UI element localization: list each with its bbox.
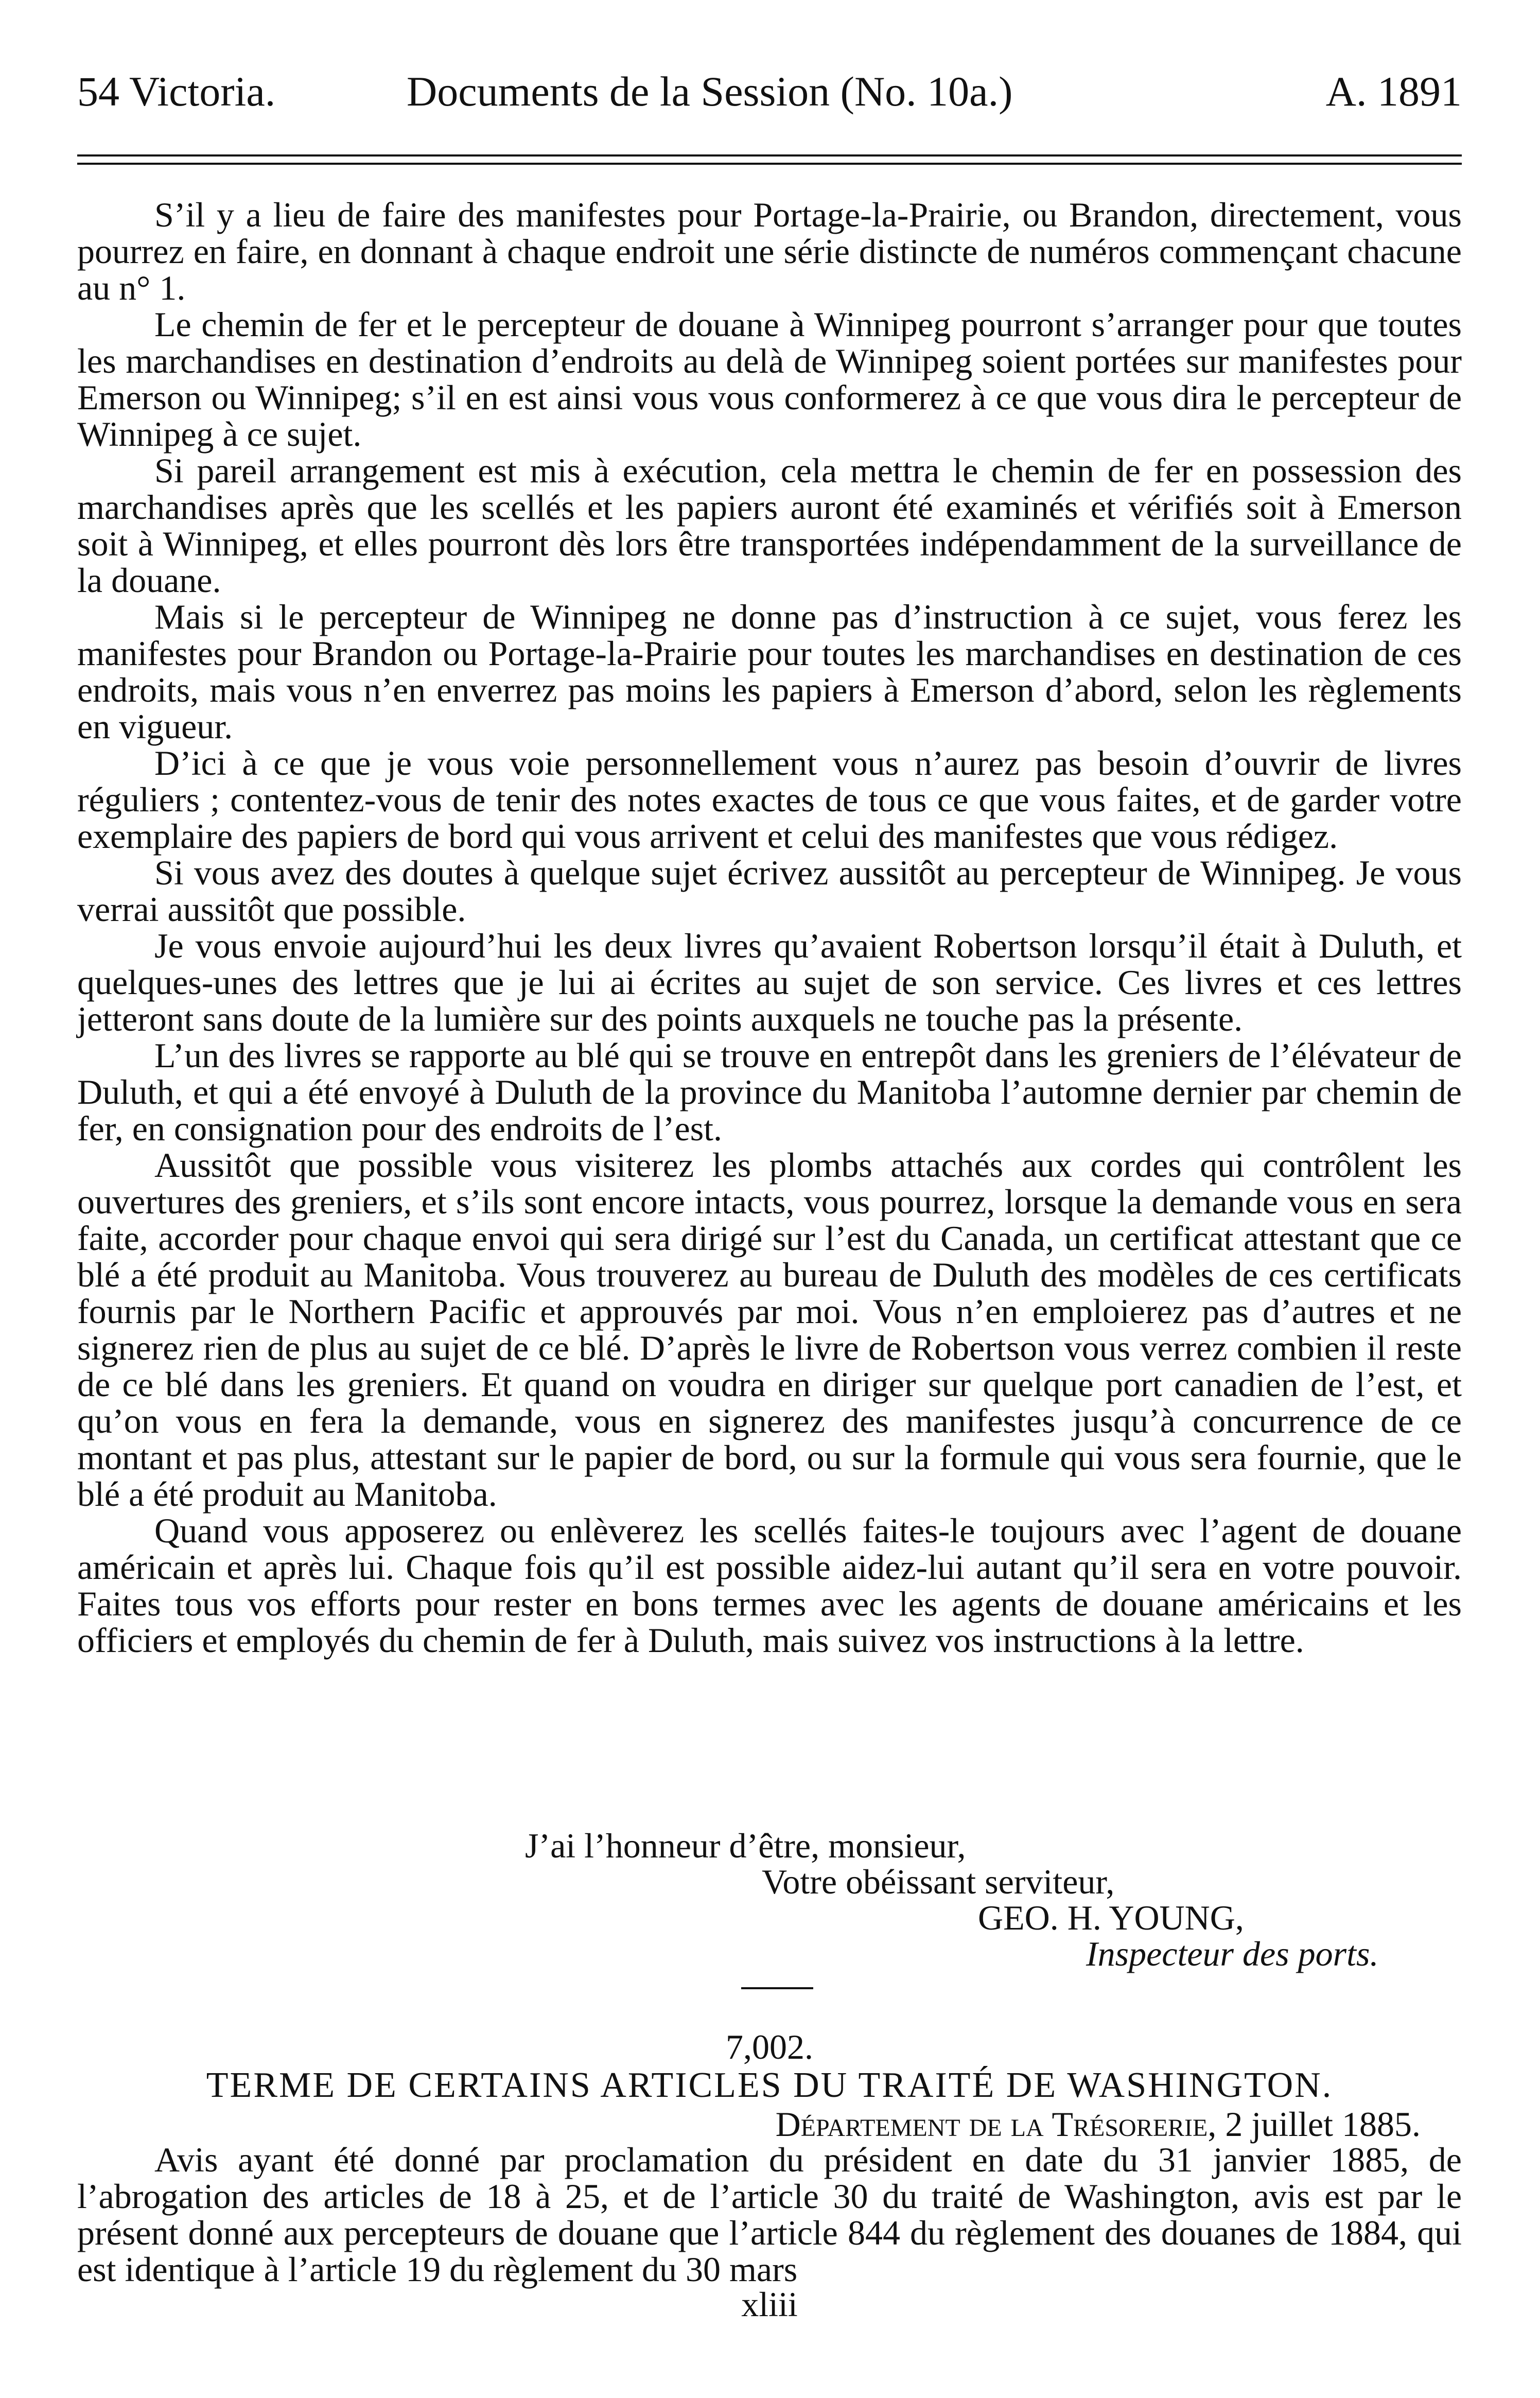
paragraph: Si vous avez des doutes à quelque sujet écrivez aussitôt au percepteur de Winnipeg. Je vous verrai aussitôt que possible. (77, 853, 1462, 929)
document-number: 7,002. (726, 2027, 813, 2066)
header-center: Documents de la Session (No. 10a.) (407, 68, 1013, 115)
paragraph: S’il y a lieu de faire des manifestes pour Portage-la-Prairie, ou Brandon, directement, vous pourrez en faire, en donnant à chaque endroit une série distincte de numéros commençant chacune au n° 1. (77, 195, 1462, 307)
signature-name: GEO. H. YOUNG, (978, 1898, 1244, 1937)
department-dateline (776, 2106, 1421, 2143)
signature-title: Inspecteur des ports. (1086, 1934, 1379, 1973)
paragraph: L’un des livres se rapporte au blé qui se trouve en entrepôt dans les greniers de l’élévateur de Duluth, et qui a été envoyé à Duluth de la province du Manitoba l’automne dernier par chemin de fer, en consignation pour des endroits de l’est. (77, 1036, 1462, 1148)
running-header (77, 61, 1462, 123)
header-double-rule (77, 154, 1462, 165)
page-folio: xliii (741, 2285, 798, 2324)
paragraph: Mais si le percepteur de Winnipeg ne donne pas d’instruction à ce sujet, vous ferez les manifestes pour Brandon ou Portage-la-Prairie pour toutes les marchandises en destination de ces endroits, mais vous n’en enverrez pas moins les papiers à Emerson d’abord, selon les règlements en vigueur. (77, 597, 1462, 746)
paragraph: D’ici à ce que je vous voie personnellement vous n’aurez pas besoin d’ouvrir de livres réguliers ; contentez-vous de tenir des notes exactes de tous ce que vous faites, et de garder votre exemplaire des papiers de bord qui vous arrivent et celui des manifestes que vous rédigez. (77, 743, 1462, 856)
letter-body (77, 197, 1462, 1659)
closing-salutation: J’ai l’honneur d’être, monsieur, (525, 1826, 966, 1865)
paragraph: Je vous envoie aujourd’hui les deux livres qu’avaient Robertson lorsqu’il était à Duluth, et quelques-unes des lettres que je lui ai écrites au sujet de son service. Ces livres et ces lettres jetteront sans doute de la lumière sur des points auxquels ne touche pas la présente. (77, 926, 1462, 1038)
paragraph: Le chemin de fer et le percepteur de douane à Winnipeg pourront s’arranger pour que toutes les marchandises en destination d’endroits au delà de Winnipeg soient portées sur manifestes pour Emerson ou Winnipeg; s’il en est ainsi vous vous conformerez à ce que vous dira le percepteur de Winnipeg à ce sujet. (77, 305, 1462, 454)
header-left: 54 Victoria. (77, 68, 276, 115)
paragraph: Si pareil arrangement est mis à exécution, cela mettra le chemin de fer en possession des marchandises après que les scellés et les papiers auront été examinés et vérifiés soit à Emerson soit à Winnipeg, et elles pourront dès lors être transportées indépendamment de la surveillance de la douane. (77, 451, 1462, 600)
paragraph: Avis ayant été donné par proclamation du président en date du 31 janvier 1885, de l’abrogation des articles de 18 à 25, et de l’article 30 du traité de Washington, avis est par le présent donné aux percepteurs de douane que l’article 844 du règlement des douanes de 1884, qui est identique à l’article 19 du règlement du 30 mars (77, 2140, 1462, 2289)
document-title: TERME DE CERTAINS ARTICLES DU TRAITÉ DE WASHINGTON. (206, 2065, 1333, 2105)
paragraph: Quand vous apposerez ou enlèverez les scellés faites-le toujours avec l’agent de douane américain et après lui. Chaque fois qu’il est possible aidez-lui autant qu’il sera en votre pouvoir. Faites tous vos efforts pour rester en bons termes avec les agents de douane américains et les officiers et employés du chemin de fer à Duluth, mais suivez vos instructions à la lettre. (77, 1511, 1462, 1660)
paragraph: Aussitôt que possible vous visiterez les plombs attachés aux cordes qui contrôlent les ouvertures des greniers, et s’ils sont encore intacts, vous pourrez, lorsque la demande vous en sera faite, accorder pour chaque envoi qui sera dirigé sur l’est du Canada, un certificat attestant que ce blé a été produit au Manitoba. Vous trouverez au bureau de Duluth des modèles de ces certificats fournis par le Northern Pacific et approuvés par moi. Vous n’en emploierez pas d’autres et ne signerez rien de plus au sujet de ce blé. D’après le livre de Robertson vous verrez combien il reste de ce blé dans les greniers. Et quand on voudra en diriger sur quelque port canadien de l’est, et qu’on vous en fera la demande, vous en signerez des manifestes jusqu’à concurrence de ce montant et pas plus, attestant sur le papier de bord, ou sur la formule qui vous sera fournie, que le blé a été produit au Manitoba. (77, 1145, 1462, 1514)
department-name: Département de la Trésorerie (775, 2105, 1208, 2144)
section-divider (741, 1987, 813, 1989)
header-right: A. 1891 (1325, 68, 1462, 115)
closing-servant: Votre obéissant serviteur, (762, 1862, 1115, 1901)
dateline-date: , 2 juillet 1885. (1207, 2105, 1421, 2144)
section-body (77, 2142, 1462, 2288)
